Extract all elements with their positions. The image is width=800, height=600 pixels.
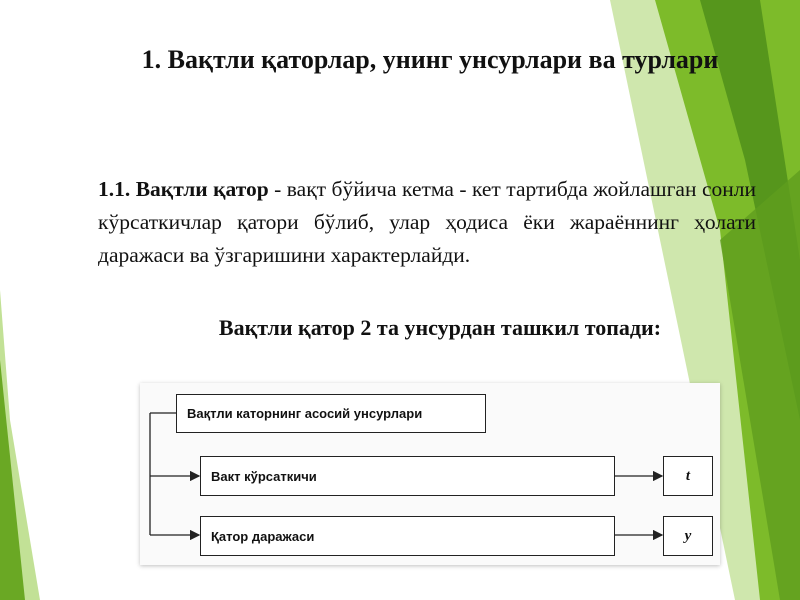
definition-term: 1.1. Вақтли қатор bbox=[98, 177, 269, 201]
definition-paragraph bbox=[98, 173, 756, 272]
root-box bbox=[176, 394, 486, 433]
element-box-time bbox=[200, 456, 615, 496]
root-label: Вақтли каторнинг асосий унсурлари bbox=[187, 406, 423, 421]
subheading: Вақтли қатор 2 та унсурдан ташкил топади: bbox=[218, 315, 662, 340]
symbol-t: t bbox=[685, 467, 691, 484]
slide-title: 1. Вақтли қаторлар, унинг унсурлари ва турлари bbox=[141, 45, 719, 74]
definition-text: - вақт бўйича кетма - кет тартибда жойлашган сонли кўрсаткичлар қатори бўлиб, улар ҳодиса ёки жараённинг ҳолати даражаси ва ўзгаришини характерлайди. bbox=[98, 177, 756, 267]
elements-diagram bbox=[140, 383, 720, 565]
symbol-y: y bbox=[684, 527, 692, 544]
symbol-box-y bbox=[663, 516, 713, 556]
symbol-box-t bbox=[663, 456, 713, 496]
decor-left-main bbox=[0, 360, 25, 600]
element-label-time: Вакт кўрсаткичи bbox=[211, 468, 317, 484]
element-label-level: Қатор даражаси bbox=[211, 528, 315, 544]
element-box-level bbox=[200, 516, 615, 556]
